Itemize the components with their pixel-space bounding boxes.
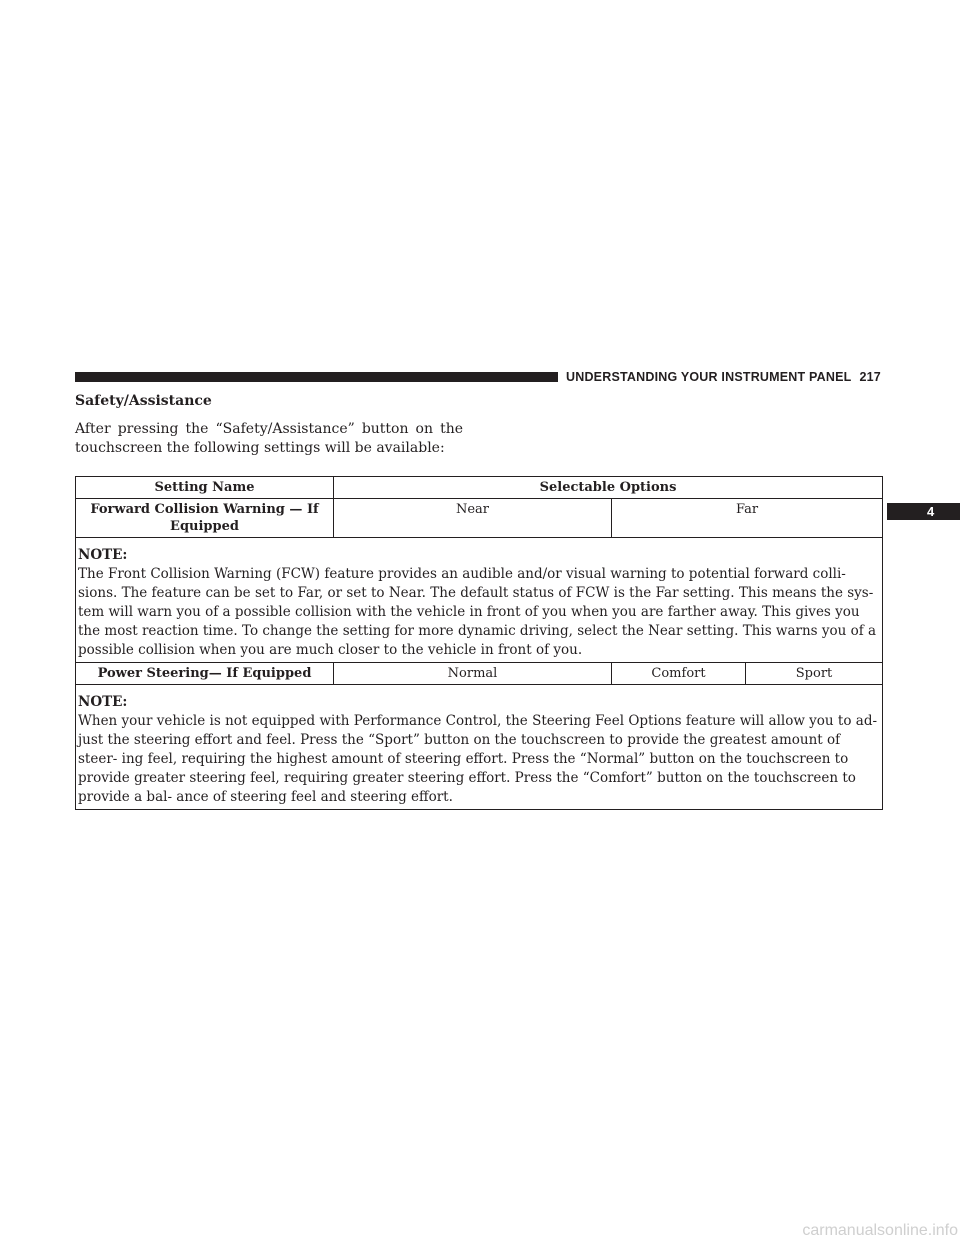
note-title: NOTE:: [78, 547, 128, 563]
intro-paragraph: After pressing the “Safety/Assistance” button on the touchscreen the following settings will be available:: [75, 421, 463, 456]
table-header-row: [76, 477, 883, 499]
settings-table: [75, 476, 883, 810]
header-rule: [75, 372, 558, 382]
table-row: [76, 663, 883, 685]
note-power-steering: [76, 685, 883, 810]
note-title: NOTE:: [78, 694, 128, 710]
chapter-tab: 4: [887, 503, 960, 520]
table-row: [76, 499, 883, 538]
option-sport: Sport: [746, 663, 883, 685]
page-number: 217: [859, 370, 881, 384]
header-section-title: UNDERSTANDING YOUR INSTRUMENT PANEL: [566, 370, 852, 384]
header-selectable-options: Selectable Options: [334, 477, 883, 499]
option-near: Near: [334, 499, 612, 538]
option-normal: Normal: [334, 663, 612, 685]
option-comfort: Comfort: [612, 663, 746, 685]
note-body: When your vehicle is not equipped with Performance Control, the Steering Feel Options feature will allow you to ad- just the steering effort and feel. Press the “Sport” button on the touchscreen to provide the greatest amount of steer- ing feel, requiring the highest amount of steering effort. Press the “Normal” button on the touchscreen to provide greater steering feel, requiring greater steering effort. Press the “Comfort” button on the touchscreen to provide a bal- ance of steering feel and steering effort.: [78, 713, 878, 805]
watermark: carmanualsonline.info: [802, 1222, 958, 1239]
running-header: [566, 370, 886, 384]
setting-name-fcw: Forward Collision Warning — If Equipped: [76, 499, 334, 538]
setting-name-power-steering: Power Steering— If Equipped: [76, 663, 334, 685]
header-setting-name: Setting Name: [76, 477, 334, 499]
table-note-row: [76, 685, 883, 810]
option-far: Far: [612, 499, 883, 538]
note-body: The Front Collision Warning (FCW) feature provides an audible and/or visual warning to potential forward colli- sions. The feature can be set to Far, or set to Near. The default status of FCW is the Far setting. This means the sys- tem will warn you of a possible collision with the vehicle in front of you when you are farther away. This gives you the most reaction time. To change the setting for more dynamic driving, select the Near setting. This warns you of a possible collision when you are much closer to the vehicle in front of you.: [78, 566, 877, 658]
table-note-row: [76, 538, 883, 663]
section-heading: Safety/Assistance: [75, 393, 212, 409]
note-fcw: [76, 538, 883, 663]
